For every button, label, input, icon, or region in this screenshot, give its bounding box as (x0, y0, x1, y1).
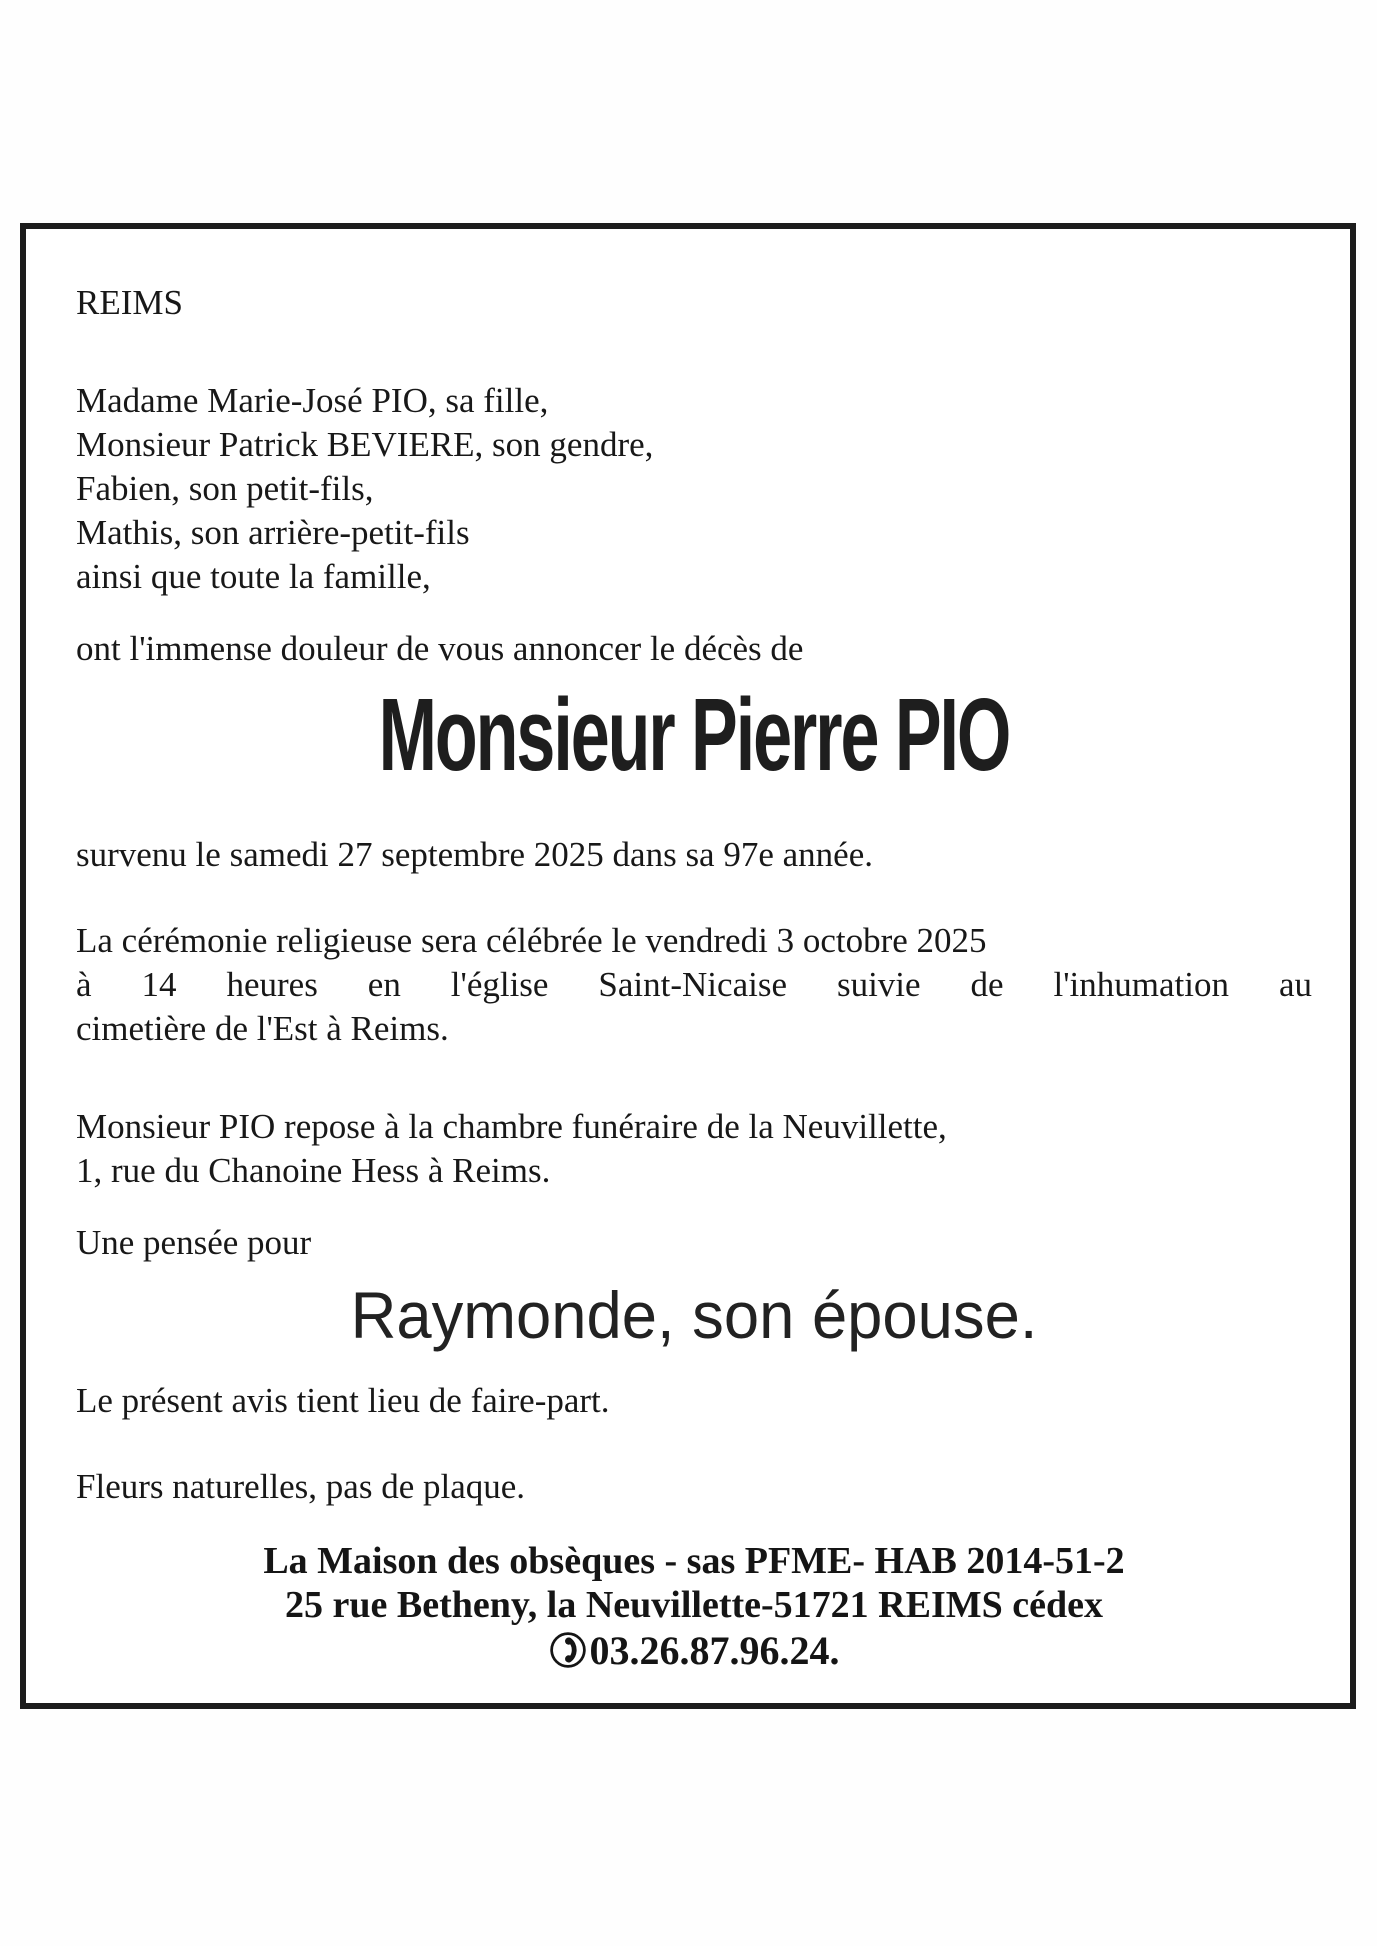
family-line: Mathis, son arrière-petit-fils (76, 513, 470, 552)
funeral-home-name-line: La Maison des obsèques - sas PFME- HAB 2014-51-2 (263, 1540, 1125, 1582)
tribute-intro-line: Une pensée pour (76, 1223, 312, 1262)
repose-paragraph (76, 1105, 1312, 1193)
funeral-home-info (76, 1539, 1312, 1678)
flowers-line: Fleurs naturelles, pas de plaque. (76, 1467, 526, 1506)
family-line: Madame Marie-José PIO, sa fille, (76, 381, 549, 420)
repose-line: Monsieur PIO repose à la chambre funéraire de la Neuvillette, (76, 1107, 947, 1146)
deceased-name-heading: Monsieur Pierre PIO (378, 677, 1010, 792)
funeral-home-phone: 03.26.87.96.24. (589, 1628, 840, 1673)
announcement-line: ont l'immense douleur de vous annoncer le décès de (76, 629, 804, 668)
funeral-home-phone-row (76, 1629, 1312, 1678)
phone-icon (549, 1631, 587, 1678)
family-list (76, 379, 1312, 599)
tribute-name-heading: Raymonde, son épouse. (350, 1278, 1038, 1352)
family-line: Fabien, son petit-fils, (76, 469, 374, 508)
obituary-notice (20, 223, 1356, 1709)
death-info-line: survenu le samedi 27 septembre 2025 dans sa 97e année. (76, 835, 873, 874)
funeral-home-address-line: 25 rue Betheny, la Neuvillette-51721 REIMS cédex (285, 1584, 1103, 1626)
ceremony-paragraph (76, 919, 1312, 1051)
ceremony-line: La cérémonie religieuse sera célébrée le vendredi 3 octobre 2025 (76, 921, 987, 960)
faire-part-line: Le présent avis tient lieu de faire-part. (76, 1381, 610, 1420)
ceremony-line: cimetière de l'Est à Reims. (76, 1009, 449, 1048)
city-heading: REIMS (76, 283, 183, 322)
repose-line: 1, rue du Chanoine Hess à Reims. (76, 1151, 551, 1190)
family-line: ainsi que toute la famille, (76, 557, 431, 596)
family-line: Monsieur Patrick BEVIERE, son gendre, (76, 425, 654, 464)
ceremony-line: à 14 heures en l'église Saint-Nicaise suivie de l'inhumation au (76, 965, 1312, 1004)
